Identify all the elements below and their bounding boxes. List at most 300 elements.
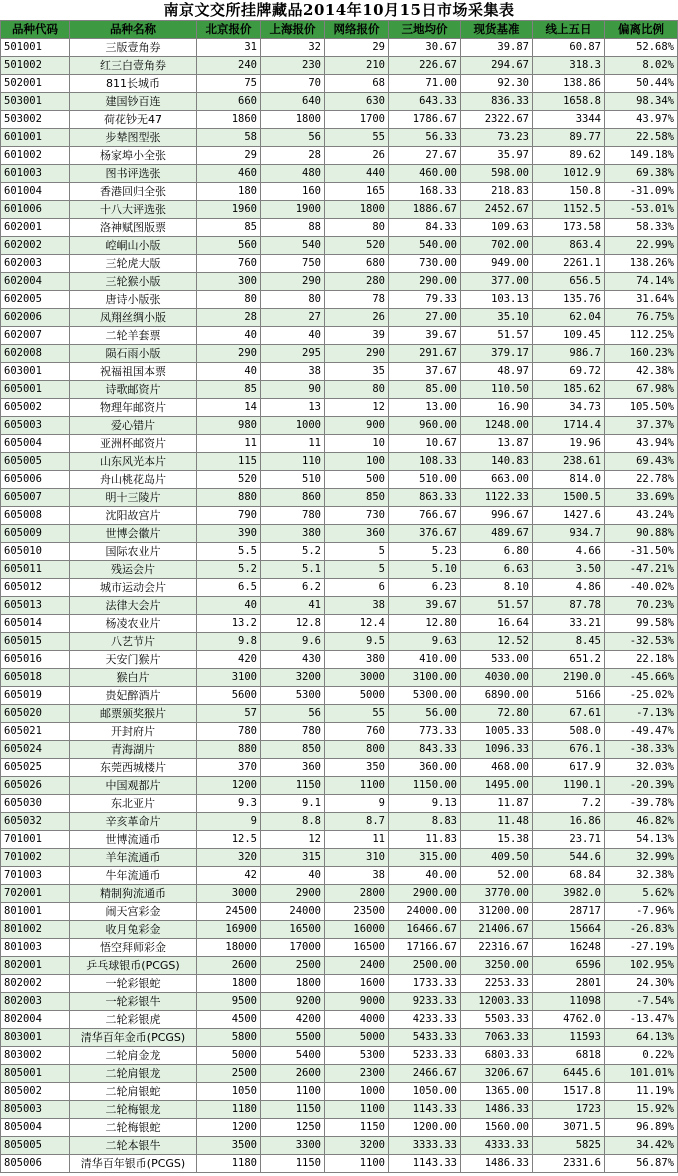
table-row xyxy=(1,633,678,651)
cell-online: 38 xyxy=(325,597,389,615)
cell-code: 605015 xyxy=(1,633,70,651)
cell-deviation: 76.75% xyxy=(605,309,678,327)
table-row xyxy=(1,777,678,795)
cell-five-day: 135.76 xyxy=(533,291,605,309)
cell-shanghai: 160 xyxy=(261,183,325,201)
table-row xyxy=(1,669,678,687)
table-row xyxy=(1,129,678,147)
cell-avg: 16466.67 xyxy=(389,921,461,939)
cell-beijing: 31 xyxy=(197,39,261,57)
cell-avg: 1886.67 xyxy=(389,201,461,219)
column-header-code: 品种代码 xyxy=(1,21,70,39)
cell-avg: 56.33 xyxy=(389,129,461,147)
cell-avg: 3100.00 xyxy=(389,669,461,687)
cell-shanghai: 860 xyxy=(261,489,325,507)
cell-beijing: 1180 xyxy=(197,1101,261,1119)
cell-code: 503002 xyxy=(1,111,70,129)
cell-code: 605019 xyxy=(1,687,70,705)
cell-deviation: 46.82% xyxy=(605,813,678,831)
cell-five-day: 33.21 xyxy=(533,615,605,633)
cell-deviation: 102.95% xyxy=(605,957,678,975)
cell-name: 祝福祖国本票 xyxy=(70,363,197,381)
cell-five-day: 3982.0 xyxy=(533,885,605,903)
cell-online: 630 xyxy=(325,93,389,111)
cell-five-day: 7.2 xyxy=(533,795,605,813)
cell-name: 步辇图型张 xyxy=(70,129,197,147)
cell-avg: 5233.33 xyxy=(389,1047,461,1065)
cell-spot: 35.97 xyxy=(461,147,533,165)
cell-code: 501002 xyxy=(1,57,70,75)
cell-online: 1150 xyxy=(325,1119,389,1137)
cell-spot: 1248.00 xyxy=(461,417,533,435)
cell-spot: 13.87 xyxy=(461,435,533,453)
cell-beijing: 320 xyxy=(197,849,261,867)
cell-spot: 2253.33 xyxy=(461,975,533,993)
cell-online: 29 xyxy=(325,39,389,57)
cell-avg: 5300.00 xyxy=(389,687,461,705)
cell-code: 805001 xyxy=(1,1065,70,1083)
cell-beijing: 660 xyxy=(197,93,261,111)
table-row xyxy=(1,57,678,75)
cell-avg: 5.10 xyxy=(389,561,461,579)
table-row xyxy=(1,579,678,597)
table-row xyxy=(1,1119,678,1137)
cell-deviation: -31.09% xyxy=(605,183,678,201)
cell-shanghai: 360 xyxy=(261,759,325,777)
cell-five-day: 3.50 xyxy=(533,561,605,579)
cell-shanghai: 38 xyxy=(261,363,325,381)
cell-online: 3200 xyxy=(325,1137,389,1155)
cell-beijing: 5.2 xyxy=(197,561,261,579)
cell-five-day: 138.86 xyxy=(533,75,605,93)
cell-code: 603001 xyxy=(1,363,70,381)
cell-name: 三版壹角券 xyxy=(70,39,197,57)
cell-beijing: 11 xyxy=(197,435,261,453)
table-row xyxy=(1,831,678,849)
cell-spot: 140.83 xyxy=(461,453,533,471)
cell-spot: 836.33 xyxy=(461,93,533,111)
cell-name: 二轮梅银龙 xyxy=(70,1101,197,1119)
cell-online: 4000 xyxy=(325,1011,389,1029)
cell-deviation: 32.03% xyxy=(605,759,678,777)
cell-online: 310 xyxy=(325,849,389,867)
cell-deviation: 42.38% xyxy=(605,363,678,381)
cell-name: 清华百年银币(PCGS) xyxy=(70,1155,197,1173)
table-row xyxy=(1,237,678,255)
cell-shanghai: 780 xyxy=(261,507,325,525)
cell-beijing: 29 xyxy=(197,147,261,165)
cell-spot: 6.80 xyxy=(461,543,533,561)
cell-spot: 533.00 xyxy=(461,651,533,669)
cell-avg: 766.67 xyxy=(389,507,461,525)
table-row xyxy=(1,849,678,867)
cell-beijing: 28 xyxy=(197,309,261,327)
cell-five-day: 173.58 xyxy=(533,219,605,237)
cell-avg: 79.33 xyxy=(389,291,461,309)
cell-avg: 730.00 xyxy=(389,255,461,273)
cell-spot: 12003.33 xyxy=(461,993,533,1011)
cell-spot: 1560.00 xyxy=(461,1119,533,1137)
table-row xyxy=(1,471,678,489)
cell-avg: 56.00 xyxy=(389,705,461,723)
cell-five-day: 6596 xyxy=(533,957,605,975)
cell-spot: 1096.33 xyxy=(461,741,533,759)
cell-shanghai: 380 xyxy=(261,525,325,543)
table-row xyxy=(1,741,678,759)
cell-avg: 1050.00 xyxy=(389,1083,461,1101)
cell-avg: 843.33 xyxy=(389,741,461,759)
cell-deviation: 43.97% xyxy=(605,111,678,129)
table-row xyxy=(1,363,678,381)
table-row xyxy=(1,111,678,129)
cell-spot: 468.00 xyxy=(461,759,533,777)
cell-spot: 409.50 xyxy=(461,849,533,867)
cell-beijing: 180 xyxy=(197,183,261,201)
cell-beijing: 780 xyxy=(197,723,261,741)
cell-five-day: 2331.6 xyxy=(533,1155,605,1173)
cell-beijing: 40 xyxy=(197,363,261,381)
cell-code: 802004 xyxy=(1,1011,70,1029)
cell-online: 5000 xyxy=(325,687,389,705)
table-row xyxy=(1,903,678,921)
cell-deviation: 22.58% xyxy=(605,129,678,147)
cell-online: 23500 xyxy=(325,903,389,921)
cell-online: 9 xyxy=(325,795,389,813)
cell-shanghai: 510 xyxy=(261,471,325,489)
cell-spot: 6.63 xyxy=(461,561,533,579)
cell-deviation: 34.42% xyxy=(605,1137,678,1155)
cell-beijing: 520 xyxy=(197,471,261,489)
cell-spot: 1486.33 xyxy=(461,1155,533,1173)
cell-beijing: 6.5 xyxy=(197,579,261,597)
cell-code: 602005 xyxy=(1,291,70,309)
cell-avg: 39.67 xyxy=(389,327,461,345)
cell-code: 702001 xyxy=(1,885,70,903)
cell-five-day: 15664 xyxy=(533,921,605,939)
cell-five-day: 34.73 xyxy=(533,399,605,417)
table-row xyxy=(1,417,678,435)
cell-spot: 702.00 xyxy=(461,237,533,255)
cell-code: 605013 xyxy=(1,597,70,615)
cell-five-day: 4762.0 xyxy=(533,1011,605,1029)
column-header-name: 品种名称 xyxy=(70,21,197,39)
cell-avg: 376.67 xyxy=(389,525,461,543)
cell-five-day: 1152.5 xyxy=(533,201,605,219)
cell-deviation: 43.24% xyxy=(605,507,678,525)
sheet-title: 南京文交所挂牌藏品2014年10月15日市场采集表 xyxy=(163,1,515,19)
column-header-shanghai: 上海报价 xyxy=(261,21,325,39)
cell-five-day: 1427.6 xyxy=(533,507,605,525)
cell-five-day: 62.04 xyxy=(533,309,605,327)
cell-name: 香港回归全张 xyxy=(70,183,197,201)
cell-deviation: 8.02% xyxy=(605,57,678,75)
cell-name: 残运会片 xyxy=(70,561,197,579)
cell-spot: 377.00 xyxy=(461,273,533,291)
cell-avg: 3333.33 xyxy=(389,1137,461,1155)
cell-spot: 3206.67 xyxy=(461,1065,533,1083)
table-row xyxy=(1,147,678,165)
table-row xyxy=(1,615,678,633)
cell-code: 601006 xyxy=(1,201,70,219)
cell-spot: 218.83 xyxy=(461,183,533,201)
cell-code: 605014 xyxy=(1,615,70,633)
cell-code: 805005 xyxy=(1,1137,70,1155)
cell-five-day: 23.71 xyxy=(533,831,605,849)
cell-online: 9000 xyxy=(325,993,389,1011)
cell-code: 605006 xyxy=(1,471,70,489)
cell-avg: 291.67 xyxy=(389,345,461,363)
cell-beijing: 9.8 xyxy=(197,633,261,651)
table-row xyxy=(1,489,678,507)
cell-code: 503001 xyxy=(1,93,70,111)
cell-online: 2300 xyxy=(325,1065,389,1083)
cell-deviation: 64.13% xyxy=(605,1029,678,1047)
cell-online: 38 xyxy=(325,867,389,885)
cell-online: 55 xyxy=(325,705,389,723)
cell-name: 爱心错片 xyxy=(70,417,197,435)
cell-avg: 2500.00 xyxy=(389,957,461,975)
cell-avg: 315.00 xyxy=(389,849,461,867)
cell-code: 605004 xyxy=(1,435,70,453)
cell-online: 350 xyxy=(325,759,389,777)
cell-shanghai: 3200 xyxy=(261,669,325,687)
cell-beijing: 12.5 xyxy=(197,831,261,849)
cell-code: 602004 xyxy=(1,273,70,291)
cell-online: 1700 xyxy=(325,111,389,129)
cell-code: 605026 xyxy=(1,777,70,795)
cell-shanghai: 12.8 xyxy=(261,615,325,633)
cell-avg: 4233.33 xyxy=(389,1011,461,1029)
cell-shanghai: 5400 xyxy=(261,1047,325,1065)
cell-avg: 6.23 xyxy=(389,579,461,597)
cell-shanghai: 8.8 xyxy=(261,813,325,831)
cell-deviation: 160.23% xyxy=(605,345,678,363)
cell-beijing: 58 xyxy=(197,129,261,147)
cell-five-day: 1012.9 xyxy=(533,165,605,183)
cell-avg: 410.00 xyxy=(389,651,461,669)
cell-name: 一轮彩银牛 xyxy=(70,993,197,1011)
cell-deviation: 32.99% xyxy=(605,849,678,867)
cell-online: 55 xyxy=(325,129,389,147)
cell-name: 猴白片 xyxy=(70,669,197,687)
header-row xyxy=(1,21,678,39)
cell-avg: 40.00 xyxy=(389,867,461,885)
cell-name: 二轮肩金龙 xyxy=(70,1047,197,1065)
table-row xyxy=(1,183,678,201)
cell-shanghai: 750 xyxy=(261,255,325,273)
cell-online: 16000 xyxy=(325,921,389,939)
cell-five-day: 4.66 xyxy=(533,543,605,561)
cell-deviation: 22.78% xyxy=(605,471,678,489)
cell-shanghai: 24000 xyxy=(261,903,325,921)
cell-avg: 13.00 xyxy=(389,399,461,417)
cell-beijing: 790 xyxy=(197,507,261,525)
cell-code: 602003 xyxy=(1,255,70,273)
cell-code: 605002 xyxy=(1,399,70,417)
cell-name: 舟山桃花岛片 xyxy=(70,471,197,489)
cell-name: 洛神赋图版票 xyxy=(70,219,197,237)
cell-deviation: 22.99% xyxy=(605,237,678,255)
cell-deviation: -32.53% xyxy=(605,633,678,651)
cell-code: 605007 xyxy=(1,489,70,507)
cell-spot: 16.64 xyxy=(461,615,533,633)
table-row xyxy=(1,219,678,237)
cell-deviation: 74.14% xyxy=(605,273,678,291)
cell-deviation: -38.33% xyxy=(605,741,678,759)
cell-deviation: 24.30% xyxy=(605,975,678,993)
cell-avg: 460.00 xyxy=(389,165,461,183)
cell-five-day: 617.9 xyxy=(533,759,605,777)
cell-five-day: 238.61 xyxy=(533,453,605,471)
cell-shanghai: 88 xyxy=(261,219,325,237)
cell-beijing: 24500 xyxy=(197,903,261,921)
cell-name: 二轮彩银虎 xyxy=(70,1011,197,1029)
cell-deviation: 67.98% xyxy=(605,381,678,399)
cell-code: 605008 xyxy=(1,507,70,525)
cell-online: 80 xyxy=(325,381,389,399)
table-row xyxy=(1,651,678,669)
cell-beijing: 290 xyxy=(197,345,261,363)
cell-five-day: 1723 xyxy=(533,1101,605,1119)
cell-code: 605021 xyxy=(1,723,70,741)
cell-online: 10 xyxy=(325,435,389,453)
cell-five-day: 16.86 xyxy=(533,813,605,831)
cell-spot: 35.10 xyxy=(461,309,533,327)
cell-beijing: 5600 xyxy=(197,687,261,705)
cell-deviation: -7.13% xyxy=(605,705,678,723)
cell-online: 1100 xyxy=(325,1101,389,1119)
cell-online: 360 xyxy=(325,525,389,543)
cell-spot: 996.67 xyxy=(461,507,533,525)
cell-name: 羊年流通币 xyxy=(70,849,197,867)
cell-avg: 85.00 xyxy=(389,381,461,399)
cell-spot: 109.63 xyxy=(461,219,533,237)
cell-avg: 12.80 xyxy=(389,615,461,633)
cell-code: 602007 xyxy=(1,327,70,345)
cell-deviation: -13.47% xyxy=(605,1011,678,1029)
cell-beijing: 300 xyxy=(197,273,261,291)
cell-deviation: -26.83% xyxy=(605,921,678,939)
table-row xyxy=(1,885,678,903)
cell-beijing: 9500 xyxy=(197,993,261,1011)
cell-avg: 643.33 xyxy=(389,93,461,111)
table-row xyxy=(1,975,678,993)
cell-deviation: -49.47% xyxy=(605,723,678,741)
table-row xyxy=(1,273,678,291)
cell-code: 602008 xyxy=(1,345,70,363)
cell-name: 悟空拜师彩金 xyxy=(70,939,197,957)
cell-shanghai: 640 xyxy=(261,93,325,111)
cell-avg: 27.00 xyxy=(389,309,461,327)
cell-five-day: 4.86 xyxy=(533,579,605,597)
cell-code: 801003 xyxy=(1,939,70,957)
cell-beijing: 14 xyxy=(197,399,261,417)
cell-avg: 24000.00 xyxy=(389,903,461,921)
table-row xyxy=(1,525,678,543)
cell-five-day: 2190.0 xyxy=(533,669,605,687)
table-row xyxy=(1,597,678,615)
cell-deviation: 15.92% xyxy=(605,1101,678,1119)
cell-avg: 108.33 xyxy=(389,453,461,471)
cell-spot: 5503.33 xyxy=(461,1011,533,1029)
cell-name: 三轮猴小版 xyxy=(70,273,197,291)
cell-spot: 7063.33 xyxy=(461,1029,533,1047)
cell-spot: 6803.33 xyxy=(461,1047,533,1065)
cell-spot: 11.87 xyxy=(461,795,533,813)
cell-shanghai: 1100 xyxy=(261,1083,325,1101)
cell-deviation: -7.96% xyxy=(605,903,678,921)
cell-online: 12 xyxy=(325,399,389,417)
cell-name: 陨石雨小版 xyxy=(70,345,197,363)
table-row xyxy=(1,705,678,723)
cell-online: 440 xyxy=(325,165,389,183)
table-row xyxy=(1,507,678,525)
cell-code: 605024 xyxy=(1,741,70,759)
cell-avg: 863.33 xyxy=(389,489,461,507)
cell-shanghai: 56 xyxy=(261,129,325,147)
cell-spot: 103.13 xyxy=(461,291,533,309)
cell-beijing: 880 xyxy=(197,741,261,759)
cell-name: 红三白壹角券 xyxy=(70,57,197,75)
cell-avg: 10.67 xyxy=(389,435,461,453)
cell-shanghai: 13 xyxy=(261,399,325,417)
cell-name: 物理年邮资片 xyxy=(70,399,197,417)
cell-shanghai: 1150 xyxy=(261,1101,325,1119)
cell-beijing: 13.2 xyxy=(197,615,261,633)
cell-online: 1100 xyxy=(325,1155,389,1173)
cell-name: 国际农业片 xyxy=(70,543,197,561)
cell-name: 亚洲杯邮资片 xyxy=(70,435,197,453)
cell-avg: 360.00 xyxy=(389,759,461,777)
cell-spot: 1005.33 xyxy=(461,723,533,741)
cell-online: 2400 xyxy=(325,957,389,975)
cell-spot: 110.50 xyxy=(461,381,533,399)
cell-name: 中国观都片 xyxy=(70,777,197,795)
cell-name: 凤翔丝绸小版 xyxy=(70,309,197,327)
cell-shanghai: 5300 xyxy=(261,687,325,705)
cell-online: 800 xyxy=(325,741,389,759)
cell-five-day: 150.8 xyxy=(533,183,605,201)
cell-shanghai: 5.2 xyxy=(261,543,325,561)
cell-beijing: 9.3 xyxy=(197,795,261,813)
cell-deviation: 105.50% xyxy=(605,399,678,417)
cell-deviation: 149.18% xyxy=(605,147,678,165)
cell-five-day: 1714.4 xyxy=(533,417,605,435)
cell-deviation: 112.25% xyxy=(605,327,678,345)
cell-beijing: 1050 xyxy=(197,1083,261,1101)
cell-online: 9.5 xyxy=(325,633,389,651)
cell-beijing: 40 xyxy=(197,327,261,345)
table-row xyxy=(1,687,678,705)
column-header-beijing: 北京报价 xyxy=(197,21,261,39)
cell-five-day: 11593 xyxy=(533,1029,605,1047)
cell-code: 602002 xyxy=(1,237,70,255)
cell-five-day: 68.84 xyxy=(533,867,605,885)
cell-deviation: 56.87% xyxy=(605,1155,678,1173)
table-row xyxy=(1,39,678,57)
cell-name: 二轮肩银蛇 xyxy=(70,1083,197,1101)
cell-spot: 949.00 xyxy=(461,255,533,273)
cell-deviation: 98.34% xyxy=(605,93,678,111)
cell-beijing: 370 xyxy=(197,759,261,777)
cell-deviation: 31.64% xyxy=(605,291,678,309)
cell-shanghai: 1150 xyxy=(261,777,325,795)
cell-code: 801002 xyxy=(1,921,70,939)
cell-name: 三轮虎大版 xyxy=(70,255,197,273)
cell-code: 805004 xyxy=(1,1119,70,1137)
cell-shanghai: 110 xyxy=(261,453,325,471)
cell-name: 世博会徽片 xyxy=(70,525,197,543)
